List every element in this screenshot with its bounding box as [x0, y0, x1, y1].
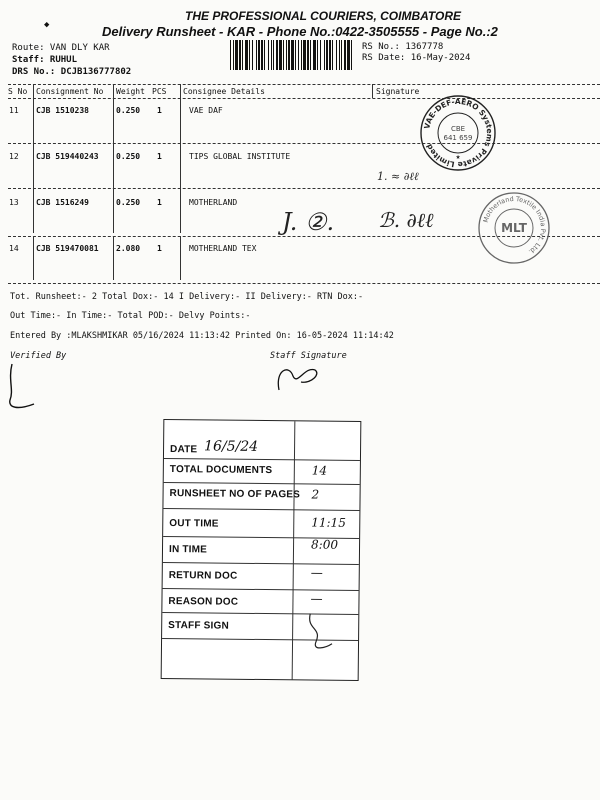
- svg-text:641 659: 641 659: [443, 134, 473, 142]
- drs-number: [12, 67, 131, 77]
- slip-value: —: [310, 565, 323, 580]
- table-row-sno: 11: [9, 106, 19, 115]
- slip-label: REASON DOC: [168, 596, 239, 608]
- header-sno: S No: [8, 87, 28, 96]
- summary-line-1: Tot. Runsheet:- 2 Total Dox:- 14 I Delivery:- II Delivery:- RTN Dox:-: [10, 292, 364, 302]
- table-row-pcs: 1: [157, 152, 162, 161]
- table-row-consignment: CJB 519440243: [36, 152, 99, 161]
- slip-label: TOTAL DOCUMENTS: [169, 464, 273, 477]
- staff-signature-mark: [265, 360, 330, 395]
- slip-label: IN TIME: [168, 544, 208, 556]
- barcode-graphic: [230, 40, 355, 70]
- table-row-weight: 0.250: [116, 198, 141, 207]
- verified-by-label: Verified By: [10, 351, 67, 361]
- stamp-seal-graphic: [418, 93, 498, 173]
- table-row-sno: 14: [9, 244, 19, 253]
- table-row-weight: 2.080: [116, 244, 141, 253]
- svg-text:★: ★: [455, 152, 461, 161]
- header-consignment: Consignment No: [36, 87, 104, 96]
- corner-mark: ◆: [44, 20, 50, 30]
- slip-staff-signature: [302, 607, 343, 657]
- drs-value: DCJB136777802: [60, 67, 132, 77]
- table-row-sno: 13: [9, 198, 19, 207]
- runsheet-subtitle: Delivery Runsheet - KAR - Phone No.:0422-3505555 - Page No.:2: [102, 24, 498, 39]
- header-pcs: PCS: [152, 87, 167, 96]
- svg-text:VAE-DEF-AERO Systems Private L: VAE-DEF-AERO Systems Private Limited: [422, 96, 495, 170]
- row13-signature: J. ②.: [282, 208, 335, 236]
- rs-number: RS No.: 1367778: [362, 42, 444, 52]
- table-row-pcs: 1: [157, 198, 162, 207]
- slip-value: 2: [311, 487, 320, 502]
- route-text: Route: VAN DLY KAR: [12, 43, 110, 53]
- table-row-consignee: MOTHERLAND TEX: [189, 244, 257, 253]
- staff-text: Staff: RUHUL: [12, 55, 78, 65]
- rs-date: RS Date: 16-May-2024: [362, 53, 471, 63]
- attached-slip: [161, 419, 362, 681]
- table-row-consignee: MOTHERLAND: [189, 198, 238, 207]
- stamp-seal-graphic: [476, 190, 552, 266]
- table-row-consignment: CJB 519470081: [36, 244, 99, 253]
- header-consignee: Consignee Details: [183, 87, 265, 96]
- summary-line-2: Out Time:- In Time:- Total POD:- Delvy Points:-: [10, 311, 251, 321]
- table-row-sno: 12: [9, 152, 19, 161]
- svg-text:CBE: CBE: [450, 125, 466, 133]
- slip-value: 8:00: [310, 537, 339, 552]
- vae-company-stamp: [418, 93, 498, 173]
- table-row-weight: 0.250: [116, 152, 141, 161]
- entered-by-text: Entered By :MLAKSHMIKAR 05/16/2024 11:13:42 Printed On: 16-05-2024 11:14:42: [10, 331, 394, 341]
- table-row-consignment: CJB 1510238: [36, 106, 89, 115]
- barcode: [230, 40, 355, 70]
- slip-value: 16/5/24: [203, 438, 259, 455]
- header-weight: Weight: [116, 87, 145, 96]
- staff-signature-label: Staff Signature: [270, 351, 347, 361]
- slip-value: —: [310, 591, 323, 606]
- table-row-consignee: TIPS GLOBAL INSTITUTE: [189, 152, 291, 161]
- table-row-pcs: 1: [157, 106, 162, 115]
- slip-value: 11:15: [311, 515, 346, 530]
- verified-signature: [4, 360, 44, 415]
- header-signature: Signature: [376, 87, 420, 96]
- table-row-consignment: CJB 1516249: [36, 198, 89, 207]
- table-row-weight: 0.250: [116, 106, 141, 115]
- slip-value: 14: [311, 463, 328, 478]
- svg-text:Motherland Textile India Pvt.: Motherland Textile India Pvt. Ltd.: [481, 194, 548, 257]
- row12-signature: 1. ≈ ∂ℓℓ: [377, 170, 419, 183]
- svg-text:MLT: MLT: [501, 221, 527, 235]
- slip-label: RETURN DOC: [168, 570, 238, 582]
- slip-label: STAFF SIGN: [168, 620, 229, 632]
- mlt-company-stamp: [476, 190, 552, 266]
- slip-label: DATE: [169, 444, 198, 456]
- table-row-consignee: VAE DAF: [189, 106, 223, 115]
- company-title: THE PROFESSIONAL COURIERS, COIMBATORE: [185, 9, 462, 23]
- slip-label: RUNSHEET NO OF PAGES: [169, 488, 301, 501]
- drs-label: DRS No.:: [12, 67, 56, 77]
- slip-label: OUT TIME: [169, 518, 219, 530]
- table-row-pcs: 1: [157, 244, 162, 253]
- row13-signature-2: ℬ. ∂ℓℓ: [378, 208, 434, 232]
